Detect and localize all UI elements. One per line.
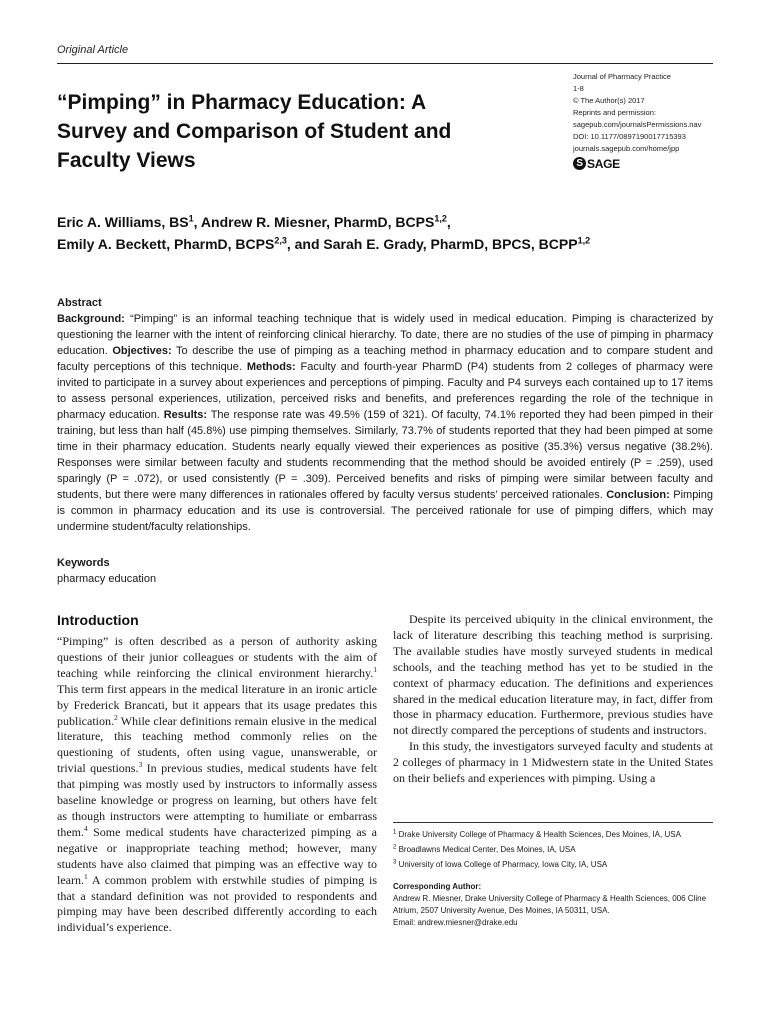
paragraph-text: Some medical students have characterized pimping as a negative or inappropriate teaching method; however, many students have also claimed that pimping was an effective way to learn. — [57, 824, 377, 887]
affiliation-text: Broadlawns Medical Center, Des Moines, IA, USA — [398, 845, 576, 854]
affiliation-number: 3 — [393, 859, 397, 866]
abstract-heading: Abstract — [57, 297, 102, 309]
author-separator: , and — [286, 236, 324, 252]
article-title: “Pimping” in Pharmacy Education: A Survey and Comparison of Student and Faculty Views — [57, 91, 452, 172]
affiliation-footnote — [393, 859, 713, 871]
affiliation-marker: 2,3 — [274, 235, 287, 246]
introduction-paragraph: Despite its perceived ubiquity in the clinical environment, the lack of literature describing this teaching method is surprising. The available studies have mostly surveyed students in medical schools, and the teaching method has yet to be studied in the context of pharmacy education. The definitions and experiences shared in the medical education literature may, in fact, differ from those in pharmacy education. Furthermore, previous studies have not directly compared the perceptions of students and instructors. — [393, 612, 713, 738]
citation-ref[interactable]: 2 — [114, 712, 118, 722]
corresponding-author-email[interactable]: Email: andrew.miesner@drake.edu — [393, 918, 518, 927]
conclusion-label: Conclusion: — [606, 489, 670, 501]
corresponding-author-address: Andrew R. Miesner, Drake University College of Pharmacy & Health Sciences, 006 Cline Atrium, 2507 University Avenue, Des Moines, IA 50311, USA. — [393, 894, 707, 915]
affiliation-number: 1 — [393, 829, 397, 836]
affiliation-number: 2 — [393, 844, 397, 851]
header-rule — [57, 63, 713, 64]
author-name: Eric A. Williams, BS — [57, 214, 189, 230]
doi[interactable]: DOI: 10.1177/0897190017715393 — [573, 132, 686, 141]
keywords-list: pharmacy education — [57, 573, 157, 585]
author-name: Emily A. Beckett, PharmD, BCPS — [57, 236, 275, 252]
results-text: The response rate was 49.5% (159 of 321). Of faculty, 74.1% reported they had been pimped in their training, but less than half (45.8%) use pimping themselves. Similarly, 73.7% of students reported that they had been pimped at some time in their pharmacy education. Students nearly equally viewed their experiences as positive (35.3%) versus negative (38.2%). Responses were similar between faculty and students recommending that the method should be avoided entirely (P = .259), used sparingly (P = .072), or used consistently (P = .309). Perceived benefits and risks of pimping were similar between faculty and students, but there were many differences in rationales offered by faculty versus students’ perceived rationales. — [57, 409, 713, 501]
author-separator: , — [446, 214, 451, 230]
methods-label: Methods: — [246, 361, 296, 373]
author-name: Sarah E. Grady, PharmD, BPCS, BCPP — [323, 236, 578, 252]
keywords — [57, 555, 156, 587]
methods-text: Faculty and fourth-year PharmD (P4) students from 2 colleges of pharmacy were invited to participate in a survey about experiences and perceptions of pimping. Faculty and P4 surveys each contained up to 17 items to assess personal experiences, utilization, perceived risks and benefits, and preferences regarding the role of the technique in pharmacy education. — [57, 361, 713, 421]
body-column-right — [393, 612, 713, 787]
affiliation-text: University of Iowa College of Pharmacy, Iowa City, IA, USA — [398, 860, 608, 869]
keywords-heading: Keywords — [57, 557, 110, 569]
corresponding-author-heading: Corresponding Author: — [393, 882, 482, 891]
reprints-label: Reprints and permission: — [573, 108, 656, 117]
affiliation-footnote — [393, 829, 713, 841]
paragraph-text: A common problem with erstwhile studies of pimping is that a standard definition was not provided to respondents and pimping may have been described differently according to each individual’s experience. — [57, 872, 377, 935]
footnote-rule — [393, 822, 713, 823]
permissions-link[interactable]: sagepub.com/journalsPermissions.nav — [573, 120, 702, 129]
journal-link[interactable]: journals.sagepub.com/home/jpp — [573, 144, 680, 153]
citation-ref[interactable]: 1 — [373, 664, 377, 674]
citation-ref[interactable]: 3 — [138, 760, 143, 770]
page-range: 1-8 — [573, 84, 584, 93]
affiliation-marker: 1,2 — [577, 235, 591, 246]
background-text: “Pimping” is an informal teaching technique that is widely used in medical education. Pimping is characterized by questioning the learner with the intent of reinforcing clinical hierarchy. To date, there are no studies of the use of pimping in pharmacy education. — [57, 313, 713, 357]
author-separator: , — [193, 214, 201, 230]
sage-logo — [573, 157, 733, 170]
introduction-heading: Introduction — [57, 612, 139, 628]
affiliation-marker: 1,2 — [434, 213, 447, 224]
abstract — [57, 295, 713, 535]
affiliation-marker: 1 — [188, 213, 194, 224]
paragraph-text: “Pimping” is often described as a person of authority asking questions of their junior colleagues or students with the aim of teaching while reinforcing the clinical environment hierarchy. — [57, 634, 377, 680]
article-type: Original Article — [57, 44, 129, 56]
affiliation-footnote — [393, 844, 713, 856]
footnotes — [393, 829, 713, 929]
copyright: © The Author(s) 2017 — [573, 96, 645, 105]
journal-info — [573, 71, 733, 170]
author-list — [57, 211, 717, 255]
body-column-left — [57, 612, 377, 936]
background-label: Background: — [57, 313, 125, 325]
abstract-body — [57, 311, 713, 535]
objectives-label: Objectives: — [112, 345, 172, 357]
conclusion-text: Pimping is common in pharmacy education and its use is controversial. The perceived rationale for use of pimping differs, which may undermine student/faculty relationships. — [57, 489, 713, 533]
paragraph-text: This term first appears in the medical literature in an ironic article by Frederick Brancati, but it appears that its usage predates this publication. — [57, 681, 377, 728]
paragraph-text: In previous studies, medical students have felt that pimping was mostly used by instructors to informally assess baseline knowledge or progress on learning, but others have felt as though instructors were attempting to humiliate or embarrass them. — [57, 761, 377, 839]
citation-ref[interactable]: 4 — [84, 823, 88, 833]
journal-name: Journal of Pharmacy Practice — [573, 72, 671, 81]
affiliation-text: Drake University College of Pharmacy & Health Sciences, Des Moines, IA, USA — [398, 830, 681, 839]
sage-mark-icon: S — [573, 157, 586, 170]
results-label: Results: — [163, 409, 208, 421]
paragraph-text: While clear definitions remain elusive in the medical literature, this teaching method commonly relies on the questioning of students, often using vague, unanswerable, or trivial questions. — [57, 713, 377, 776]
introduction-paragraph — [57, 634, 377, 936]
introduction-paragraph: In this study, the investigators surveyed faculty and students at 2 colleges of pharmacy in 1 Midwestern state in the United States on their beliefs and experiences with pimping. Using a — [393, 739, 713, 786]
citation-ref[interactable]: 1 — [83, 871, 88, 881]
objectives-text: To describe the use of pimping as a teaching method in pharmacy education and to compare student and faculty perceptions of this technique. — [57, 345, 713, 373]
author-name: Andrew R. Miesner, PharmD, BCPS — [200, 214, 435, 230]
publisher-name: SAGE — [587, 156, 620, 171]
